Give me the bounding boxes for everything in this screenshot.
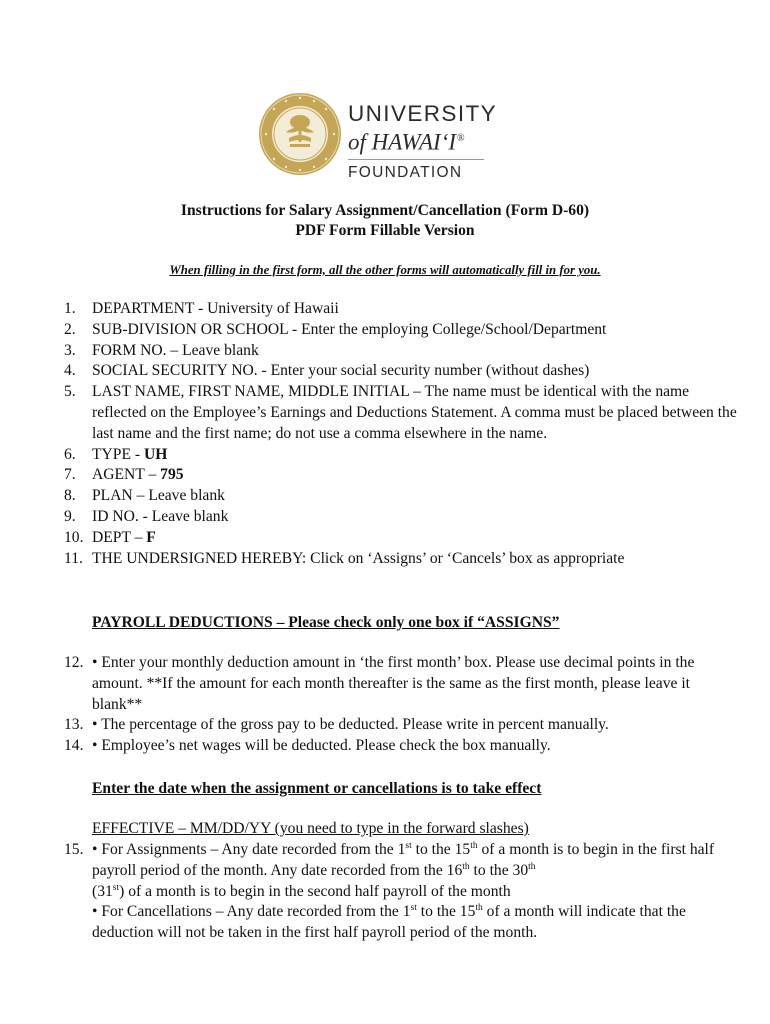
logo-name-university: UNIVERSITY bbox=[348, 101, 498, 126]
item-number: 7. bbox=[64, 466, 76, 484]
logo-wordmark bbox=[348, 102, 497, 182]
item-text: FORM NO. – Leave blank bbox=[92, 341, 259, 359]
logo-name-of-hawaii-text: of HAWAIʻI bbox=[348, 129, 457, 155]
logo-name-of-hawaii bbox=[348, 126, 497, 156]
document-title: Instructions for Salary Assignment/Cancellation (Form D-60) bbox=[180, 202, 590, 219]
item-value: F bbox=[146, 528, 156, 546]
superscript: st bbox=[410, 903, 417, 914]
text-run: of a month is to begin in the first half payroll period of the month. Any date recorded from the 16 bbox=[92, 841, 715, 879]
item-number: 13. bbox=[64, 716, 84, 734]
superscript: th bbox=[462, 861, 470, 872]
list-item bbox=[64, 382, 744, 444]
text-run: • For Cancellations – Any date recorded from the 1 bbox=[92, 903, 411, 921]
list-item bbox=[64, 715, 744, 736]
item-number: 1. bbox=[64, 300, 76, 317]
list-item bbox=[64, 549, 744, 570]
assignments-text bbox=[92, 841, 714, 941]
list-item bbox=[64, 299, 744, 320]
superscript: th bbox=[475, 903, 483, 914]
effective-date-heading: Enter the date when the assignment or cancellations is to take effect bbox=[92, 780, 542, 797]
list-item bbox=[64, 528, 744, 549]
item-text: ID NO. - Leave blank bbox=[92, 507, 229, 525]
item-text: SUB-DIVISION OR SCHOOL - Enter the employing College/School/Department bbox=[92, 320, 607, 338]
list-item bbox=[64, 361, 744, 382]
payroll-list bbox=[64, 653, 744, 757]
text-run: of a month will indicate that the deduction will not be taken in the first half payroll period of the month. bbox=[92, 903, 686, 942]
superscript: th bbox=[528, 861, 536, 872]
item-label: TYPE - bbox=[92, 445, 144, 463]
item-number: 10. bbox=[64, 528, 84, 546]
text-run: • For Assignments – Any date recorded from the 1 bbox=[92, 841, 406, 858]
university-seal-icon bbox=[258, 92, 342, 176]
item-number: 9. bbox=[64, 507, 76, 525]
text-run: (31 bbox=[92, 882, 113, 900]
list-item bbox=[64, 653, 744, 715]
item-label: AGENT – bbox=[92, 466, 161, 484]
item-number: 14. bbox=[64, 737, 84, 755]
item-number: 12. bbox=[64, 654, 84, 671]
item-value: UH bbox=[143, 445, 168, 463]
item-text: SOCIAL SECURITY NO. - Enter your social security number (without dashes) bbox=[92, 362, 590, 380]
item-text: • The percentage of the gross pay to be deducted. Please write in percent manually. bbox=[92, 716, 609, 734]
registered-mark: ® bbox=[457, 133, 465, 144]
payroll-deductions-heading: PAYROLL DEDUCTIONS – Please check only one box if “ASSIGNS” bbox=[92, 614, 560, 631]
list-item bbox=[64, 486, 744, 507]
item-number: 3. bbox=[64, 341, 76, 359]
item-label: DEPT – bbox=[92, 528, 147, 546]
item-number: 11. bbox=[64, 549, 83, 567]
list-item bbox=[64, 507, 744, 528]
item-number: 15. bbox=[64, 841, 84, 858]
superscript: st bbox=[405, 840, 412, 851]
logo-divider bbox=[348, 159, 484, 160]
item-text: THE UNDERSIGNED HEREBY: Click on ‘Assigns’ or ‘Cancels’ box as appropriate bbox=[92, 549, 625, 567]
list-item bbox=[64, 736, 744, 757]
text-run: to the 30 bbox=[469, 861, 529, 879]
university-of-hawaii-foundation-logo bbox=[258, 92, 498, 181]
logo-name-foundation: FOUNDATION bbox=[348, 163, 463, 181]
superscript: th bbox=[470, 840, 478, 851]
item-text: • Employee’s net wages will be deducted. Please check the box manually. bbox=[92, 737, 551, 755]
document-subtitle: PDF Form Fillable Version bbox=[295, 222, 475, 239]
list-item bbox=[64, 320, 744, 341]
list-item bbox=[64, 840, 744, 944]
effective-list bbox=[64, 840, 744, 944]
list-item bbox=[64, 465, 744, 486]
item-number: 8. bbox=[64, 487, 76, 505]
item-number: 5. bbox=[64, 383, 76, 401]
item-text: LAST NAME, FIRST NAME, MIDDLE INITIAL – The name must be identical with the name reflected on the Employee’s Earnings and Deductions Statement. A comma must be placed between the last name and the first name; do not use a comma elsewhere in the name. bbox=[92, 383, 737, 442]
effective-format-line: EFFECTIVE – MM/DD/YY (you need to type in the forward slashes) bbox=[92, 820, 529, 837]
text-run: to the 15 bbox=[411, 841, 471, 858]
item-text: • Enter your monthly deduction amount in ‘the first month’ box. Please use decimal points in the amount. **If the amount for each month thereafter is the same as the first month, please leave it blank** bbox=[92, 654, 695, 713]
superscript: st bbox=[112, 882, 120, 893]
item-value: 795 bbox=[160, 466, 184, 484]
list-item bbox=[64, 445, 744, 466]
autofill-notice: When filling in the first form, all the other forms will automatically fill in for you. bbox=[169, 263, 601, 277]
item-number: 6. bbox=[64, 445, 76, 463]
item-text: PLAN – Leave blank bbox=[92, 487, 225, 505]
item-number: 2. bbox=[64, 320, 76, 338]
item-text: DEPARTMENT - University of Hawaii bbox=[92, 300, 339, 317]
text-run: ) of a month is to begin in the second half payroll of the month bbox=[119, 882, 511, 900]
list-item bbox=[64, 341, 744, 362]
instruction-list bbox=[64, 299, 744, 569]
text-run: to the 15 bbox=[416, 903, 476, 921]
item-number: 4. bbox=[64, 362, 76, 380]
